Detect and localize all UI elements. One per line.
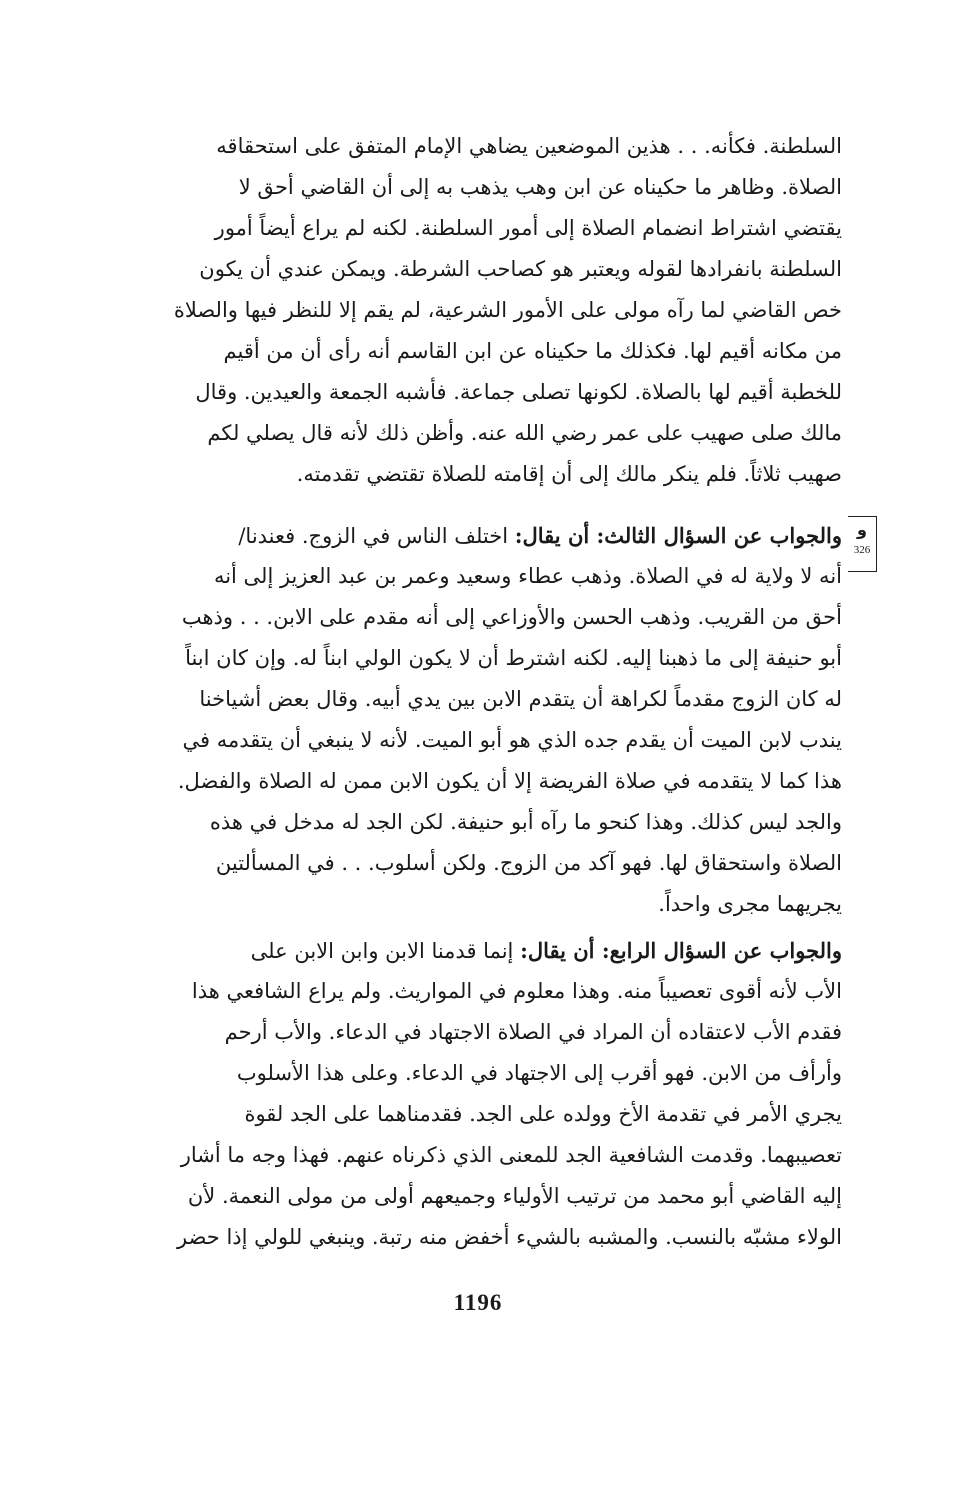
section-lead: والجواب عن السؤال الرابع: أن يقال: <box>520 938 842 963</box>
text-line: أنه لا ولاية له في الصلاة. وذهب عطاء وسعيد وعمر بن عبد العزيز إلى أنه <box>213 564 842 588</box>
paragraph-1 <box>96 126 842 495</box>
page-number: 1196 <box>453 1290 503 1315</box>
text-line: الأب لأنه أقوى تعصيباً منه. وهذا معلوم في المواريث. ولم يراع الشافعي هذا <box>191 979 842 1003</box>
text-line: يندب لابن الميت أن يقدم جده الذي هو أبو الميت. لأنه لا ينبغي أن يتقدمه في <box>182 728 842 752</box>
text-line: السلطنة. فكأنه. . . هذين الموضعين يضاهي الإمام المتفق على استحقاقه <box>216 134 842 158</box>
manuscript-folio-marker <box>848 516 877 572</box>
text-line: وأرأف من الابن. فهو أقرب إلى الاجتهاد في الدعاء. وعلى هذا الأسلوب <box>236 1061 842 1085</box>
folio-number: 326 <box>853 544 871 556</box>
folio-letter: و <box>857 520 867 539</box>
first-line-rest: إنما قدمنا الابن وابن الابن على <box>250 939 514 963</box>
text-line: من مكانه أقيم لها. فكذلك ما حكيناه عن ابن القاسم أنه رأى أن من أقيم <box>223 339 842 363</box>
text-line: يجريهما مجرى واحداً. <box>658 892 842 916</box>
text-line: الولاء مشبّه بالنسب. والمشبه بالشيء أخفض منه رتبة. وينبغي للولي إذا حضر <box>176 1225 842 1249</box>
section-lead: والجواب عن السؤال الثالث: أن يقال: <box>514 523 842 548</box>
text-line: تعصيبهما. وقدمت الشافعية الجد للمعنى الذي ذكرناه عنهم. فهذا وجه ما أشار <box>180 1143 842 1167</box>
text-line: فقدم الأب لاعتقاده أن المراد في الصلاة الاجتهاد في الدعاء. والأب أرحم <box>224 1020 842 1044</box>
text-line: صهيب ثلاثاً. فلم ينكر مالك إلى أن إقامته للصلاة تقتضي تقدمته. <box>296 462 842 486</box>
first-line-rest: اختلف الناس في الزوج. فعندنا/ <box>238 524 509 548</box>
text-line: والجد ليس كذلك. وهذا كنحو ما رآه أبو حنيفة. لكن الجد له مدخل في هذه <box>209 810 842 834</box>
text-line: الصلاة. وظاهر ما حكيناه عن ابن وهب يذهب به إلى أن القاضي أحق لا <box>238 175 842 199</box>
text-line: يجري الأمر في تقدمة الأخ وولده على الجد. فقدمناهما على الجد لقوة <box>244 1102 842 1126</box>
text-line-first <box>96 930 842 971</box>
paragraph-2 <box>96 515 842 925</box>
text-line: السلطنة بانفرادها لقوله ويعتبر هو كصاحب الشرطة. ويمكن عندي أن يكون <box>199 257 842 281</box>
text-line: يقتضي اشتراط انضمام الصلاة إلى أمور السلطنة. لكنه لم يراع أيضاً أمور <box>214 216 842 240</box>
text-line-first <box>96 515 842 556</box>
text-line: مالك صلى صهيب على عمر رضي الله عنه. وأظن ذلك لأنه قال يصلي لكم <box>207 421 842 445</box>
text-line: للخطبة أقيم لها بالصلاة. لكونها تصلى جماعة. فأشبه الجمعة والعيدين. وقال <box>195 380 842 404</box>
text-line: الصلاة واستحقاق لها. فهو آكد من الزوج. ولكن أسلوب. . . في المسألتين <box>215 851 842 875</box>
text-line: أحق من القريب. وذهب الحسن والأوزاعي إلى أنه مقدم على الابن. . . وذهب <box>181 605 842 629</box>
text-line: أبو حنيفة إلى ما ذهبنا إليه. لكنه اشترط أن لا يكون الولي ابناً له. وإن كان ابناً <box>185 646 842 670</box>
paragraph-3 <box>96 930 842 1258</box>
text-line: إليه القاضي أبو محمد من ترتيب الأولياء وجميعهم أولى من مولى النعمة. لأن <box>187 1184 842 1208</box>
text-line: هذا كما لا يتقدمه في صلاة الفريضة إلا أن يكون الابن ممن له الصلاة والفضل. <box>177 769 842 793</box>
text-line: له كان الزوج مقدماً لكراهة أن يتقدم الابن بين يدي أبيه. وقال بعض أشياخنا <box>199 687 842 711</box>
text-line: خص القاضي لما رآه مولى على الأمور الشرعية، لم يقم إلا للنظر فيها والصلاة <box>173 298 842 322</box>
